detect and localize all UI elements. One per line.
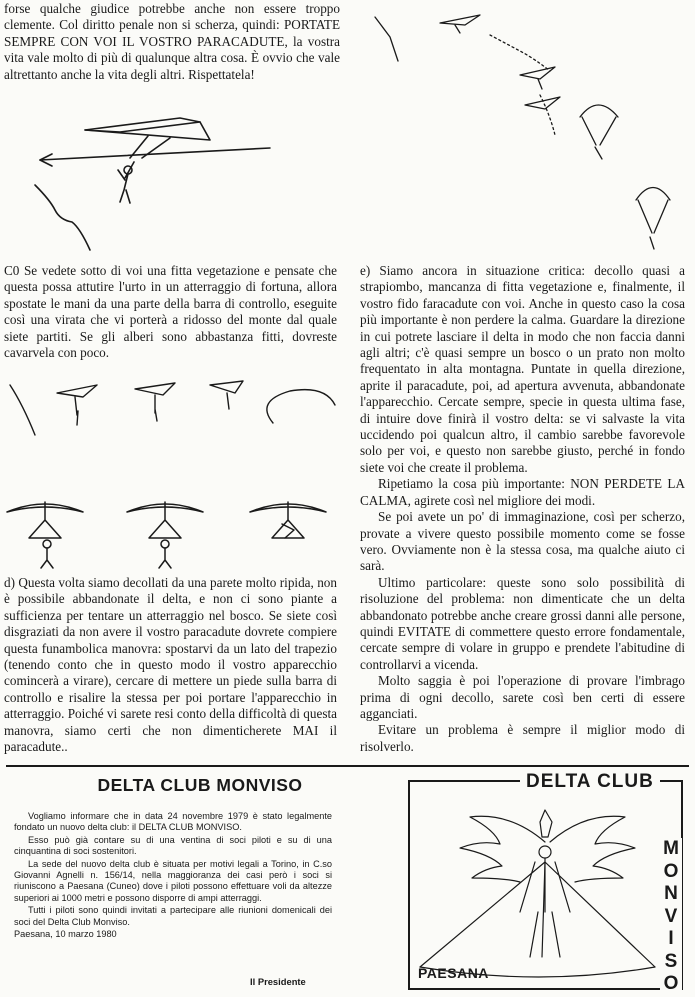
logo-letter: O [663, 973, 679, 994]
club-paragraph: La sede del nuovo delta club è situata per motivi legali a Torino, in C.so Giovanni Agnelli n. 156/14, nella maggioranza dei casi però i soci si riuniscono a Paesana (Cuneo) dove i piloti possono effettuare voli da altezze superiori ai 1000 metri e possono disporre di ampi atterraggi. [14, 858, 332, 903]
section-e-text-4: Ultimo particolare: queste sono solo possibilità di risoluzione del problema: non dimenticate che un delta abbandonato potrebbe anche creare grossi danni alle persone, quindi EVITATE di commettere questo errore fondamentale, cercate sempre di volare in gruppo e prendete l'abitudine di controllarvi a vicenda. [360, 574, 685, 672]
logo-letter: O [663, 860, 679, 882]
hang-glider-illustration-top [30, 110, 340, 260]
section-e-text-1: e) Siamo ancora in situazione critica: decollo quasi a strapiombo, mancanza di fitta vegetazione e, finalmente, il vostro fido faracadute con voi. Anche in questo caso la cosa più importante è non perdere la calma. Guardare la direzione in cui potrete lasciare il delta in modo che non faccia danni agli altri; c'è quasi sempre un bosco o un prato non molto frequentato in alta montagna. Puntate in quella direzione, aprite il paracadute, poi, ad apertura avvenuta, abbandonate l'apparecchio. Cercate sempre, specie in questa ultima fase, di intuire dove finirà il vostro delta: se vi salvaste la vita uccidendo poi qualcun altro, il cambio sarebbe favorevole solo per voi, e questo non sarebbe giusto, perché in fondo siete voi che create il problema. [360, 263, 685, 475]
club-announcement [14, 811, 332, 941]
club-logo-frame [408, 780, 683, 990]
section-e-text-5: Molto saggia è poi l'operazione di provare l'imbrago prima di ogni decollo, sarete così ben certi di essere agganciati. [360, 673, 685, 721]
logo-title-text: DELTA CLUB [520, 771, 660, 793]
section-e-text-3: Se poi avete un po' di immaginazione, così per scherzo, provate a vivere questo possibile momento come se fosse vero. Ovviamente non è la stessa cosa, ma qualche aiuto ci sarà. [360, 509, 685, 574]
section-e-column [360, 263, 685, 755]
club-paragraph: Tutti i piloti sono quindi invitati a partecipare alle riunioni domenicali dei soci del Delta Club Monviso. [14, 905, 332, 927]
logo-letter: M [663, 838, 679, 859]
section-e-text-2: Ripetiamo la cosa più importante: NON PERDETE LA CALMA, agirete così nel migliore dei modi. [360, 476, 685, 508]
intro-text: forse qualche giudice potrebbe anche non essere troppo clemente. Col diritto penale non si scherza, quindi: PORTATE SEMPRE CON VOI IL VOSTRO PARACADUTE, la vostra vita vale molto di più di qualunque altra cosa. È ovvio che vale altrettanto anche la vita degli altri. Rispettatela! [4, 1, 340, 82]
logo-letter: I [668, 928, 674, 949]
section-c-text: C0 Se vedete sotto di voi una fitta vegetazione e pensate che questa possa attutire l'urto in un atterraggio di fortuna, allora spostate le mani da una parte della barra di controllo, eseguite così una virata che vi porterà a ridosso del monte dal quale siete partiti. Se gli alberi sono abbastanza fitti, dovreste cavarvela con poco. [4, 263, 337, 361]
section-e-text-6: Evitare un problema è sempre il miglior modo di risolverlo. [360, 722, 685, 754]
section-divider [6, 765, 689, 767]
club-title: DELTA CLUB MONVISO [97, 775, 303, 795]
glider-turn-illustration [5, 375, 340, 450]
club-paragraph: Vogliamo informare che in data 24 novembre 1979 è stato legalmente fondato un nuovo delta club: il DELTA CLUB MONVISO. [14, 811, 332, 833]
logo-letter: V [664, 905, 678, 927]
club-date: Paesana, 10 marzo 1980 [14, 929, 117, 940]
club-signature: Il Presidente [250, 976, 306, 987]
trapeze-maneuver-illustration [5, 490, 340, 570]
section-d-paragraph [4, 575, 337, 755]
logo-letter: S [664, 950, 678, 972]
logo-place-text: PAESANA [418, 965, 489, 981]
section-c-paragraph [4, 263, 337, 361]
logo-letter: N [664, 883, 678, 904]
club-paragraph: Esso può già contare su di una ventina di soci piloti e su di una cinquantina di soci sostenitori. [14, 834, 332, 857]
club-logo-emblem [410, 782, 681, 988]
intro-paragraph [4, 1, 340, 83]
parachute-sequence-illustration [370, 5, 690, 260]
logo-vertical-text [660, 838, 682, 996]
section-d-text: d) Questa volta siamo decollati da una parete molto ripida, non è possibile abbandonate il delta, e non ci sono piante a sufficienza per tentare un atterraggio nel bosco. Se siete così disgraziati da non avere il vostro paracadute dovrete compiere questa funambolica manovra: spostarvi da un lato del trapezio (tenendo conto che in questo modo il vostro apparecchio comincerà a virare), cercare di mettere un piede sulla barra di controllo e risalire la stessa per poi portare l'apparecchio in atterraggio. Poiché vi sarete resi conto della difficoltà di questa manovra, siamo certi che non dimenticherete MAI il paracadute.. [4, 575, 337, 755]
